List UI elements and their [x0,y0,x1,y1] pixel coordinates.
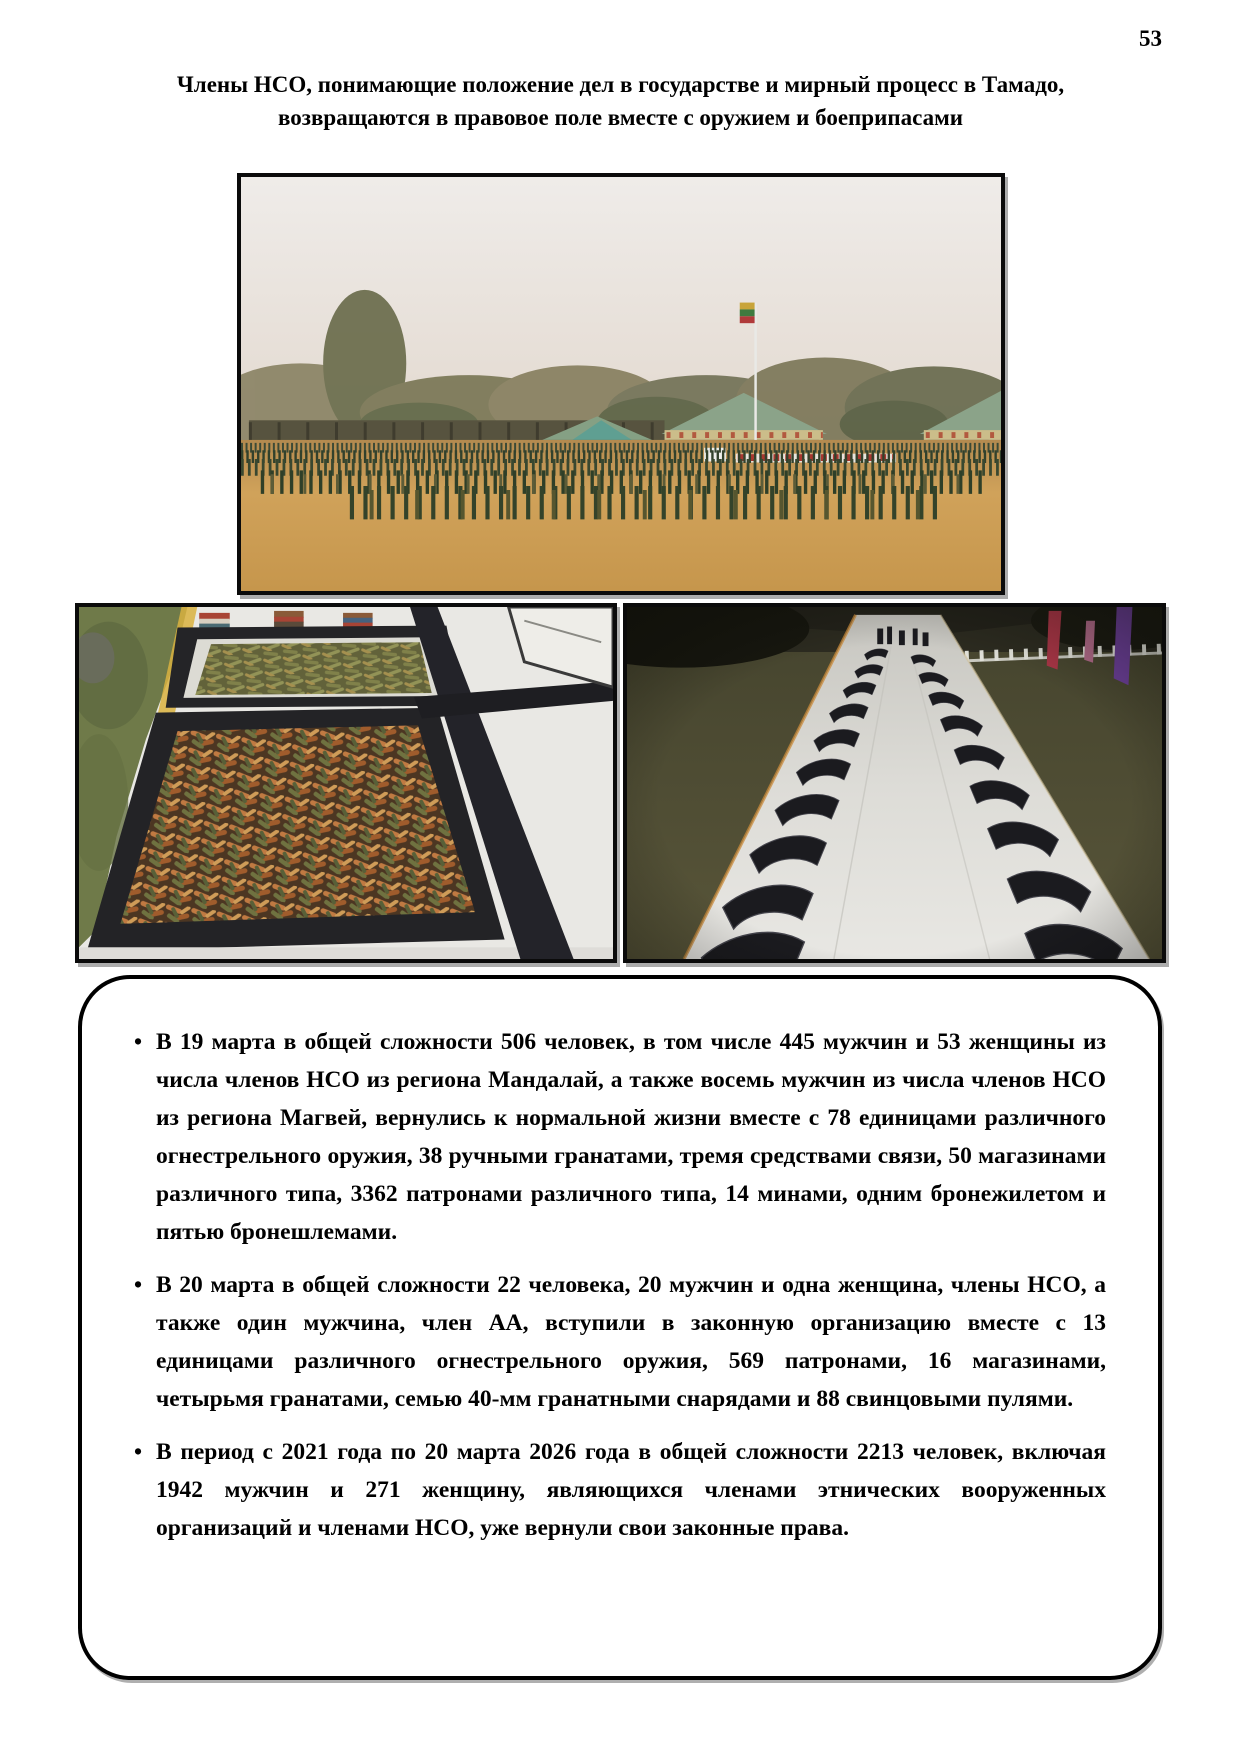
page-title [70,68,1171,134]
bullet-item-1 [134,1023,1106,1251]
magazines-display-photo [623,603,1166,963]
bullet-text-3: В период с 2021 года по 20 марта 2026 года в общей сложности 2213 человек, включая 1942 мужчин и 271 женщину, являющихся членами этнических вооруженных организаций и членами НСО, уже вернули свои законные права. [156,1439,1106,1541]
vignette-overlay [627,607,1162,959]
page-title-line1: Члены НСО, понимающие положение дел в государстве и мирный процесс в Тамадо, [176,72,1065,97]
parade-photo-illustration [241,177,1001,591]
bullet-item-2 [134,1266,1106,1418]
summary-info-box [78,975,1162,1680]
front-ammo-tray [87,708,505,951]
page-title-line2: возвращаются в правовое поле вместе с оружием и боеприпасами [277,105,964,130]
page-number: 53 [1139,26,1162,51]
magazines-photo-illustration [627,607,1162,959]
ammunition-photo-illustration [79,607,613,959]
bullet-text-2: В 20 марта в общей сложности 22 человека, 20 мужчин и одна женщина, члены НСО, а также один мужчина, член АА, вступили в законную организацию вместе с 13 единицами различного огнестрельного оружия, 569 патронами, 16 магазинами, четырьмя гранатами, семью 40-мм гранатными снарядами и 88 свинцовыми пулями. [156,1272,1106,1412]
parade-formation-photo [237,173,1005,595]
bullet-text-1: В 19 марта в общей сложности 506 человек, в том числе 445 мужчин и 53 женщины из числа членов НСО из региона Мандалай, а также восемь мужчин из числа членов НСО из региона Магвей, вернулись к нормальной жизни вместе с 78 единицами различного огнестрельного оружия, 38 ручными гранатами, тремя средствами связи, 50 магазинами различного типа, 3362 патронами различного типа, 14 минами, одним бронежилетом и пятью бронешлемами. [156,1029,1106,1245]
bullet-marker: • [134,1029,143,1054]
bullet-marker: • [134,1272,143,1297]
rear-ammo-tray [166,626,462,708]
bullet-marker: • [134,1439,143,1464]
bullet-item-3 [134,1433,1106,1547]
ammunition-trays-photo [75,603,617,963]
